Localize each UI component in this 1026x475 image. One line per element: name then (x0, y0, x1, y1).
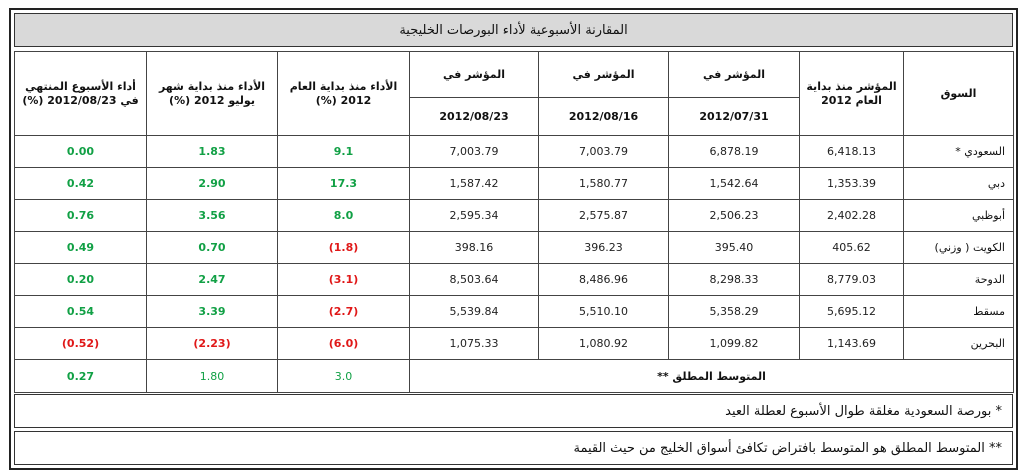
header-index-in-0823: المؤشر في (410, 52, 539, 98)
header-perf-week: أداء الأسبوع المنتهي في 2012/08/23 (%) (15, 52, 147, 136)
perf-week-cell: 0.42 (15, 168, 147, 200)
average-july: 1.80 (147, 360, 278, 393)
perf-july-cell: 3.56 (147, 200, 278, 232)
index-0823-cell: 7,003.79 (410, 136, 539, 168)
index-0731-cell: 6,878.19 (669, 136, 800, 168)
header-index-in-0816: المؤشر في (539, 52, 669, 98)
index-start-year-cell: 1,353.39 (800, 168, 904, 200)
index-0731-cell: 1,099.82 (669, 328, 800, 360)
perf-week-cell: 0.49 (15, 232, 147, 264)
perf-ytd-cell: (6.0) (278, 328, 410, 360)
header-index-in-0731: المؤشر في (669, 52, 800, 98)
perf-ytd-cell: 8.0 (278, 200, 410, 232)
index-0823-cell: 1,075.33 (410, 328, 539, 360)
index-0823-cell: 5,539.84 (410, 296, 539, 328)
index-start-year-cell: 405.62 (800, 232, 904, 264)
perf-week-cell: 0.00 (15, 136, 147, 168)
perf-july-cell: 2.90 (147, 168, 278, 200)
gulf-markets-report (9, 8, 1018, 470)
perf-july-cell: 1.83 (147, 136, 278, 168)
index-0731-cell: 1,542.64 (669, 168, 800, 200)
perf-ytd-cell: (3.1) (278, 264, 410, 296)
index-start-year-cell: 1,143.69 (800, 328, 904, 360)
header-perf-july: الأداء منذ بداية شهر يوليو 2012 (%) (147, 52, 278, 136)
perf-july-cell: 3.39 (147, 296, 278, 328)
perf-week-cell: (0.52) (15, 328, 147, 360)
index-0816-cell: 1,080.92 (539, 328, 669, 360)
index-0816-cell: 5,510.10 (539, 296, 669, 328)
index-0816-cell: 2,575.87 (539, 200, 669, 232)
index-start-year-cell: 5,695.12 (800, 296, 904, 328)
index-0731-cell: 2,506.23 (669, 200, 800, 232)
index-0731-cell: 8,298.33 (669, 264, 800, 296)
header-row-1 (15, 52, 1014, 98)
market-rows (15, 136, 1014, 360)
footnote-absolute-average: ** المتوسط المطلق هو المتوسط بافتراض تكافئ أسواق الخليج من حيث القيمة (14, 431, 1013, 465)
index-0816-cell: 7,003.79 (539, 136, 669, 168)
market-name-cell: الكويت ( وزني) (904, 232, 1014, 264)
index-0731-cell: 5,358.29 (669, 296, 800, 328)
perf-july-cell: (2.23) (147, 328, 278, 360)
header-date-0731: 2012/07/31 (669, 98, 800, 136)
index-0816-cell: 396.23 (539, 232, 669, 264)
perf-week-cell: 0.20 (15, 264, 147, 296)
perf-ytd-cell: (1.8) (278, 232, 410, 264)
table-row (15, 232, 1014, 264)
index-0816-cell: 1,580.77 (539, 168, 669, 200)
perf-ytd-cell: 9.1 (278, 136, 410, 168)
perf-july-cell: 0.70 (147, 232, 278, 264)
index-start-year-cell: 6,418.13 (800, 136, 904, 168)
market-name-cell: البحرين (904, 328, 1014, 360)
market-name-cell: السعودي * (904, 136, 1014, 168)
market-name-cell: الدوحة (904, 264, 1014, 296)
table-row (15, 136, 1014, 168)
index-0823-cell: 8,503.64 (410, 264, 539, 296)
header-market: السوق (904, 52, 1014, 136)
average-label: المتوسط المطلق ** (410, 360, 1014, 393)
market-name-cell: مسقط (904, 296, 1014, 328)
market-name-cell: دبي (904, 168, 1014, 200)
index-start-year-cell: 2,402.28 (800, 200, 904, 232)
market-name-cell: أبوظبي (904, 200, 1014, 232)
report-title: المقارنة الأسبوعية لأداء البورصات الخليجية (14, 13, 1013, 47)
average-ytd: 3.0 (278, 360, 410, 393)
average-week: 0.27 (15, 360, 147, 393)
index-0823-cell: 1,587.42 (410, 168, 539, 200)
markets-table (14, 51, 1014, 393)
table-row (15, 328, 1014, 360)
average-row (15, 360, 1014, 393)
index-0823-cell: 398.16 (410, 232, 539, 264)
index-0731-cell: 395.40 (669, 232, 800, 264)
perf-week-cell: 0.54 (15, 296, 147, 328)
perf-july-cell: 2.47 (147, 264, 278, 296)
header-index-start-year: المؤشر منذ بداية العام 2012 (800, 52, 904, 136)
perf-week-cell: 0.76 (15, 200, 147, 232)
perf-ytd-cell: (2.7) (278, 296, 410, 328)
footnote-saudi-closed: * بورصة السعودية مغلقة طوال الأسبوع لعطلة العيد (14, 394, 1013, 428)
table-row (15, 200, 1014, 232)
index-start-year-cell: 8,779.03 (800, 264, 904, 296)
header-date-0823: 2012/08/23 (410, 98, 539, 136)
index-0823-cell: 2,595.34 (410, 200, 539, 232)
table-row (15, 264, 1014, 296)
header-date-0816: 2012/08/16 (539, 98, 669, 136)
table-row (15, 168, 1014, 200)
table-row (15, 296, 1014, 328)
perf-ytd-cell: 17.3 (278, 168, 410, 200)
index-0816-cell: 8,486.96 (539, 264, 669, 296)
header-perf-ytd: الأداء منذ بداية العام 2012 (%) (278, 52, 410, 136)
